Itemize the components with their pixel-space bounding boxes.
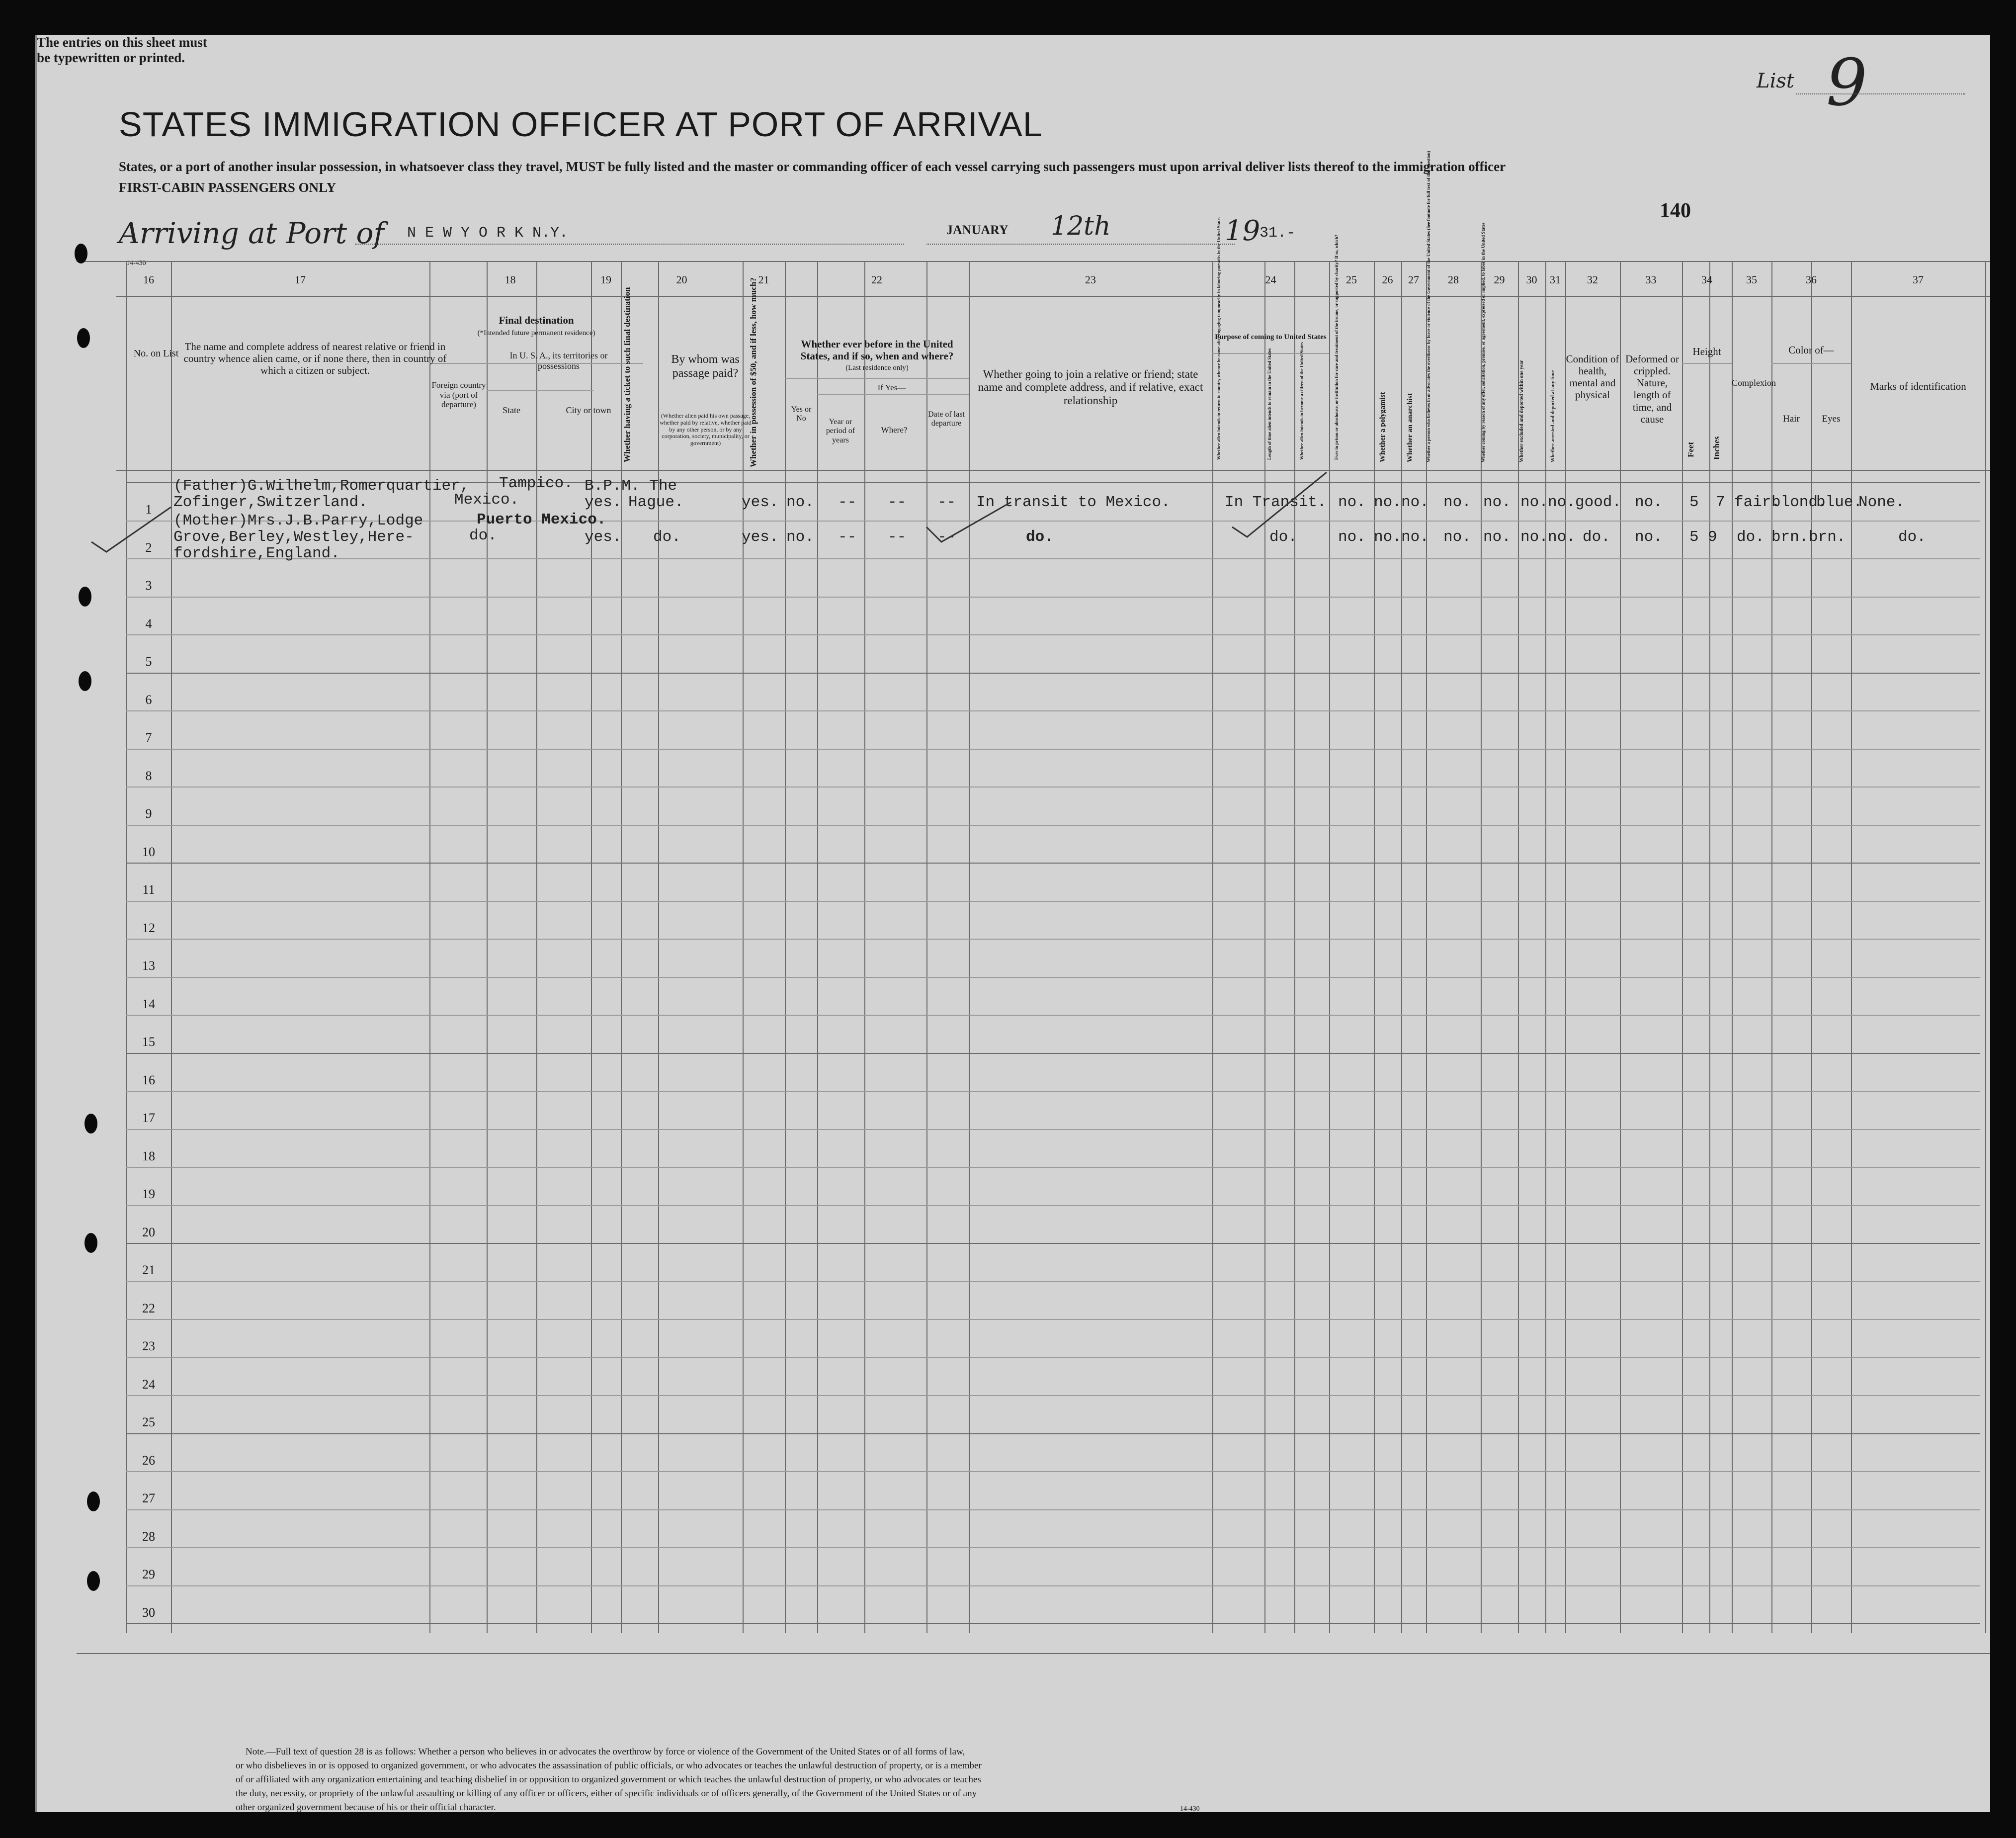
entries-note-1: The entries on this sheet must — [37, 35, 207, 50]
col22-yesno: Yes or No — [791, 405, 812, 423]
arriving-label: Arriving at Port of — [119, 216, 384, 250]
row1-relative-2: Zofinger,Switzerland. — [173, 494, 368, 511]
row1-purpose: In Transit. — [1225, 494, 1327, 511]
grid-line — [1682, 363, 1732, 364]
row2-inches: 9 — [1708, 528, 1717, 546]
month-value: JANUARY — [946, 223, 1008, 237]
col20-title: By whom was passage paid? — [671, 353, 740, 380]
grid-line — [864, 261, 865, 1633]
row2-fifty: yes. — [742, 528, 779, 546]
row-number: 30 — [142, 1605, 155, 1620]
col21-header: Whether in possession of $50, and if less, how much? — [749, 277, 758, 467]
col17-header: The name and complete address of nearest relative or friend in country whence alien came, or if none there, then in country of which a citizen or subject. — [183, 341, 447, 377]
footnote-line-1: Note.—Full text of question 28 is as follows: Whether a person who believes in or advocates the overthrow by force or violence of the Government of the United States or of all forms of law, — [246, 1747, 965, 1757]
form-code-bottom: 14-430 — [1180, 1805, 1200, 1813]
row1-paid-1: B.P.M. The — [585, 477, 677, 495]
grid-line — [1732, 261, 1733, 1633]
grid-line — [126, 901, 1980, 902]
row-number: 12 — [142, 920, 155, 935]
row-number: 19 — [142, 1187, 155, 1201]
grid-line — [126, 1281, 1980, 1282]
grid-line — [77, 261, 1990, 262]
row-number: 21 — [142, 1263, 155, 1277]
column-number: 33 — [1645, 273, 1657, 286]
row1-paid-2: Hague. — [628, 494, 684, 511]
footnote-line-5: other organized government because of his or their official character. — [236, 1802, 496, 1813]
row2-anarchist: no. — [1401, 528, 1429, 546]
grid-line — [126, 939, 1980, 940]
column-number: 16 — [143, 273, 154, 286]
row2-relative-3: fordshire,England. — [173, 545, 340, 562]
grid-line — [1401, 261, 1402, 1633]
row2-eyes: brn. — [1809, 528, 1846, 546]
grid-line — [1212, 261, 1213, 1633]
grid-line — [126, 825, 1980, 826]
row1-eyes: blue. — [1816, 494, 1863, 511]
binder-hole — [75, 244, 87, 263]
row2-before: no. — [786, 528, 814, 546]
row1-hair: blond. — [1771, 494, 1827, 511]
form-code-top: 14-430 — [126, 260, 146, 267]
page-number: 140 — [1660, 199, 1691, 222]
column-number: 30 — [1526, 273, 1537, 286]
footnote-line-4: the duty, necessity, or propriety of the unlawful assaulting or killing of any officer or officers, either of specific individuals or of officers generally, of the Government of the United States or of any — [236, 1788, 977, 1799]
row-number: 3 — [145, 578, 152, 593]
row-number: 18 — [142, 1148, 155, 1163]
list-number: 9 — [1826, 45, 1867, 120]
grid-line — [126, 1167, 1980, 1168]
grid-line — [621, 261, 622, 1633]
grid-line — [126, 1319, 1980, 1320]
col22-title: Whether ever before in the United States, and if so, when and where? — [800, 338, 954, 362]
row-number: 17 — [142, 1111, 155, 1125]
row1-anarchist: no. — [1401, 494, 1429, 511]
row2-relative-1: (Mother)Mrs.J.B.Parry,Lodge — [173, 512, 423, 529]
col36-hair: Hair — [1783, 414, 1800, 424]
column-number: 24 — [1265, 273, 1276, 286]
date-underline — [926, 244, 1235, 245]
grid-line — [126, 261, 127, 1633]
row1-foreign-2: Mexico. — [454, 491, 519, 509]
row-number: 11 — [142, 882, 155, 897]
row-number: 14 — [142, 996, 155, 1011]
col36-title: Color of— — [1788, 344, 1834, 356]
row-number: 9 — [145, 806, 152, 821]
row-number: 8 — [145, 768, 152, 783]
footnote-line-3: of or affiliated with any organization entertaining and teaching disbelief in or opposition to organized government or which teaches the unlawful destruction of property, or who advocates or teaches — [236, 1774, 981, 1785]
grid-line — [126, 1129, 1980, 1130]
column-number: 20 — [676, 273, 687, 286]
footnote-line-2: or who disbelieves in or is opposed to organized government, or who advocates the assassination of public officials, or who advocates or teaches the unlawful destruction of property, or is a member — [236, 1760, 982, 1771]
binder-hole — [77, 328, 90, 348]
year-suffix: 31.- — [1260, 225, 1296, 242]
grid-line — [126, 597, 1980, 598]
row1-excluded: no. — [1520, 494, 1548, 511]
row1-arrested: no. — [1548, 494, 1576, 511]
row1-inches: 7 — [1716, 494, 1725, 511]
col22-ifyes: If Yes— — [877, 383, 906, 392]
grid-line — [126, 1433, 1980, 1434]
col30-header: Whether excluded and deported within one year — [1519, 360, 1524, 462]
row1-before: no. — [786, 494, 814, 511]
grid-line — [658, 261, 659, 1633]
grid-line — [126, 1015, 1980, 1016]
row1-feet: 5 — [1689, 494, 1699, 511]
row2-purpose: do. — [1269, 528, 1297, 546]
grid-line — [126, 1509, 1980, 1510]
row-number: 15 — [142, 1035, 155, 1049]
port-underline — [355, 244, 904, 245]
row2-paid-1: do. — [653, 528, 681, 546]
column-number: 34 — [1701, 273, 1712, 286]
column-number: 28 — [1448, 273, 1459, 286]
row2-polygamist: no. — [1374, 528, 1402, 546]
grid-line — [126, 634, 1980, 635]
grid-line — [126, 1205, 1980, 1206]
grid-line — [487, 261, 488, 1633]
col24-a: Whether alien intends to return to country whence he came after engaging temporarily in laboring pursuits in the United States — [1216, 216, 1221, 460]
col22-where: Where? — [881, 425, 908, 435]
row-number: 24 — [142, 1377, 155, 1392]
grid-line — [591, 261, 592, 1633]
grid-line — [926, 261, 927, 1633]
grid-line — [1851, 261, 1852, 1633]
col28-header: Whether a person who believes in or advocates the overthrow by force or violence of the Government of the United States (See footnote for full text of this question) — [1426, 151, 1431, 462]
grid-line — [1811, 261, 1812, 1633]
col18-title: Final destination — [499, 314, 574, 326]
row-number: 4 — [145, 616, 152, 631]
grid-line — [126, 1471, 1980, 1472]
row-number: 2 — [145, 540, 152, 555]
row1-fifty: yes. — [742, 494, 779, 511]
grid-line — [126, 749, 1980, 750]
row-number: 26 — [142, 1453, 155, 1468]
grid-line — [785, 378, 969, 379]
cabin-class: FIRST-CABIN PASSENGERS ONLY — [119, 180, 336, 195]
binder-hole — [79, 671, 91, 691]
col34-feet: Feet — [1686, 441, 1695, 457]
row1-years: -- — [838, 494, 857, 511]
list-underline — [1796, 93, 1965, 94]
column-number: 36 — [1806, 273, 1817, 286]
col18-subtitle: (*Intended future permanent residence) — [477, 329, 595, 337]
row1-where: -- — [888, 494, 907, 511]
row2-health: do. — [1583, 528, 1610, 546]
row2-where: -- — [888, 528, 907, 546]
column-number: 23 — [1085, 273, 1096, 286]
column-number: 17 — [295, 273, 306, 286]
row-number: 13 — [142, 959, 155, 973]
row2-relative-2: Grove,Berley,Westley,Here- — [173, 528, 414, 546]
grid-line — [1985, 261, 1986, 1633]
col18-state: State — [503, 405, 520, 415]
row-number: 10 — [142, 844, 155, 859]
grid-line — [817, 394, 969, 395]
col24-c: Whether alien intends to become a citizen of the United States — [1299, 342, 1304, 460]
grid-line — [126, 863, 1980, 864]
row2-years: -- — [838, 528, 857, 546]
row-number: 25 — [142, 1415, 155, 1429]
row1-offer: no. — [1483, 494, 1511, 511]
col35-header: Complexion — [1732, 378, 1776, 388]
col18-city: City or town — [566, 405, 611, 415]
row2-deformed: no. — [1635, 528, 1663, 546]
col29-header: Whether coming by reason of any offer, solicitation, promise, or agreement, expressed or implied, to labor in the United States — [1481, 222, 1486, 462]
row2-departure: -- — [937, 528, 956, 546]
col26-header: Whether a polygamist — [1379, 392, 1387, 462]
manifest-sheet — [35, 35, 1990, 1812]
binder-hole — [79, 587, 91, 607]
check-mark-icon — [1227, 462, 1346, 542]
grid-line — [487, 390, 593, 391]
grid-line — [126, 673, 1980, 674]
column-number: 35 — [1746, 273, 1757, 286]
grid-line — [429, 261, 430, 1633]
row2-complexion: do. — [1737, 528, 1764, 546]
grid-line — [126, 1585, 1980, 1586]
col22-subtitle: (Last residence only) — [845, 364, 909, 372]
row1-ticket: yes. — [585, 494, 622, 511]
grid-line — [1374, 261, 1375, 1633]
col22-years: Year or period of years — [826, 418, 855, 444]
grid-line — [126, 1243, 1980, 1244]
row1-health: good. — [1575, 494, 1622, 511]
binder-hole — [84, 1114, 97, 1134]
col24-b: Length of time alien intends to remain in the United States — [1267, 348, 1272, 460]
row2-foreign-0: Puerto Mexico. — [477, 511, 606, 528]
col19-header: Whether having a ticket to such final destination — [622, 287, 632, 462]
row2-prison: no. — [1338, 528, 1366, 546]
grid-line — [126, 1053, 1980, 1054]
grid-line — [126, 710, 1980, 711]
grid-line — [126, 1547, 1980, 1548]
row2-overthrow: no. — [1443, 528, 1471, 546]
grid-line — [126, 1091, 1980, 1092]
row1-overthrow: no. — [1443, 494, 1471, 511]
grid-line — [126, 787, 1980, 788]
grid-line — [785, 261, 786, 1633]
row1-marks: None. — [1858, 494, 1905, 511]
grid-line — [126, 1357, 1980, 1358]
row-number: 7 — [145, 730, 152, 745]
grid-line — [969, 261, 970, 1633]
col27-header: Whether an anarchist — [1406, 393, 1414, 462]
col16-header: No. on List — [133, 348, 179, 359]
grid-line — [126, 977, 1980, 978]
row2-offer: no. — [1483, 528, 1511, 546]
entries-note-2: be typewritten or printed. — [37, 50, 185, 65]
column-number: 18 — [504, 273, 516, 286]
column-number: 32 — [1587, 273, 1598, 286]
col23-header: Whether going to join a relative or friend; state name and complete address, and if relative, exact relationship — [978, 368, 1203, 407]
row-number: 28 — [142, 1529, 155, 1544]
grid-line — [817, 261, 818, 1633]
row2-hair: brn. — [1771, 528, 1809, 546]
row2-excluded: no. — [1520, 528, 1548, 546]
page-title: STATES IMMIGRATION OFFICER AT PORT OF ARRIVAL — [119, 105, 1043, 144]
row1-foreign-1: Tampico. — [499, 475, 573, 492]
row-number: 20 — [142, 1225, 155, 1239]
row-number: 5 — [145, 654, 152, 669]
col32-header: Condition of health, mental and physical — [1566, 353, 1619, 401]
row2-ticket: yes. — [585, 528, 622, 546]
column-number: 31 — [1550, 273, 1561, 286]
row1-departure: -- — [937, 494, 956, 511]
col24-title: Purpose of coming to United States — [1215, 333, 1327, 341]
row-number: 16 — [142, 1072, 155, 1087]
grid-line — [1620, 261, 1621, 1633]
instruction-line: States, or a port of another insular possession, in whatsoever class they travel, MUST be fully listed and the master or commanding officer of each vessel carrying such passengers must upon arrival deliver lists thereof to the immigration officer — [119, 159, 1506, 174]
grid-line — [1771, 363, 1851, 364]
grid-line — [1771, 261, 1772, 1633]
binder-hole — [87, 1571, 100, 1591]
row1-deformed: no. — [1635, 494, 1663, 511]
row1-polygamist: no. — [1374, 494, 1402, 511]
grid-line — [1518, 261, 1519, 1633]
row2-foreign-1: do. — [469, 527, 497, 544]
grid-line — [1481, 261, 1482, 1633]
row2-marks: do. — [1898, 528, 1926, 546]
column-number: 29 — [1494, 273, 1505, 286]
col18-usa: In U. S. A., its territories or possessions — [509, 350, 608, 371]
column-number: 22 — [871, 273, 882, 286]
col34-title: Height — [1692, 346, 1721, 357]
column-number: 19 — [600, 273, 611, 286]
grid-line — [1545, 261, 1546, 1633]
column-number: 21 — [758, 273, 769, 286]
grid-line — [171, 261, 172, 1633]
column-number: 27 — [1408, 273, 1419, 286]
row2-join: do. — [1026, 528, 1054, 546]
grid-line — [1682, 261, 1683, 1633]
column-number: 25 — [1346, 273, 1357, 286]
row-number: 6 — [145, 692, 152, 707]
col31-header: Whether arrested and deported at any time — [1550, 370, 1556, 462]
col18-foreign: Foreign country via (port of departure) — [431, 380, 486, 410]
grid-line — [743, 261, 744, 1633]
row-number: 23 — [142, 1339, 155, 1353]
row-number: 27 — [142, 1491, 155, 1505]
day-value: 12th — [1051, 211, 1111, 241]
row-number: 1 — [145, 502, 152, 517]
column-number: 26 — [1382, 273, 1393, 286]
row-number: 29 — [142, 1567, 155, 1581]
row-number: 22 — [142, 1301, 155, 1315]
grid-line — [126, 558, 1980, 559]
row1-join: In transit to Mexico. — [976, 494, 1171, 511]
binder-hole — [87, 1491, 100, 1511]
row2-arrested: no. — [1548, 528, 1576, 546]
binder-hole — [84, 1233, 97, 1253]
grid-line — [1565, 261, 1566, 1633]
grid-line — [126, 1395, 1980, 1396]
grid-line — [1709, 261, 1710, 1633]
row1-relative-1: (Father)G.Wilhelm,Romerquartier, — [173, 477, 470, 495]
col34-inches: Inches — [1712, 436, 1721, 460]
col33-header: Deformed or crippled. Nature, length of time, and cause — [1625, 353, 1679, 425]
check-mark-icon — [922, 497, 1021, 557]
column-number: 37 — [1913, 273, 1924, 286]
col25-header: Ever in prison or almshouse, or institution for care and treatment of the insane, or supported by charity? If so, which? — [1334, 234, 1339, 460]
col22-date: Date of last departure — [928, 410, 965, 428]
row1-prison: no. — [1338, 494, 1366, 511]
grid-line — [77, 1653, 1990, 1654]
col36-eyes: Eyes — [1822, 414, 1841, 424]
col20-subtitle: (Whether alien paid his own passage, whether paid by relative, whether paid by any other person, or by any corporation, society, municipality, or government) — [660, 412, 752, 447]
port-value: N E W Y O R K N.Y. — [407, 225, 569, 242]
grid-line — [536, 261, 537, 1633]
grid-line — [126, 1623, 1980, 1624]
grid-line — [1426, 261, 1427, 1633]
row2-feet: 5 — [1689, 528, 1699, 546]
year-prefix: 19 — [1225, 215, 1260, 247]
row1-complexion: fair. — [1734, 494, 1781, 511]
col37-header: Marks of identification — [1870, 380, 1966, 392]
list-label: List — [1757, 70, 1794, 92]
